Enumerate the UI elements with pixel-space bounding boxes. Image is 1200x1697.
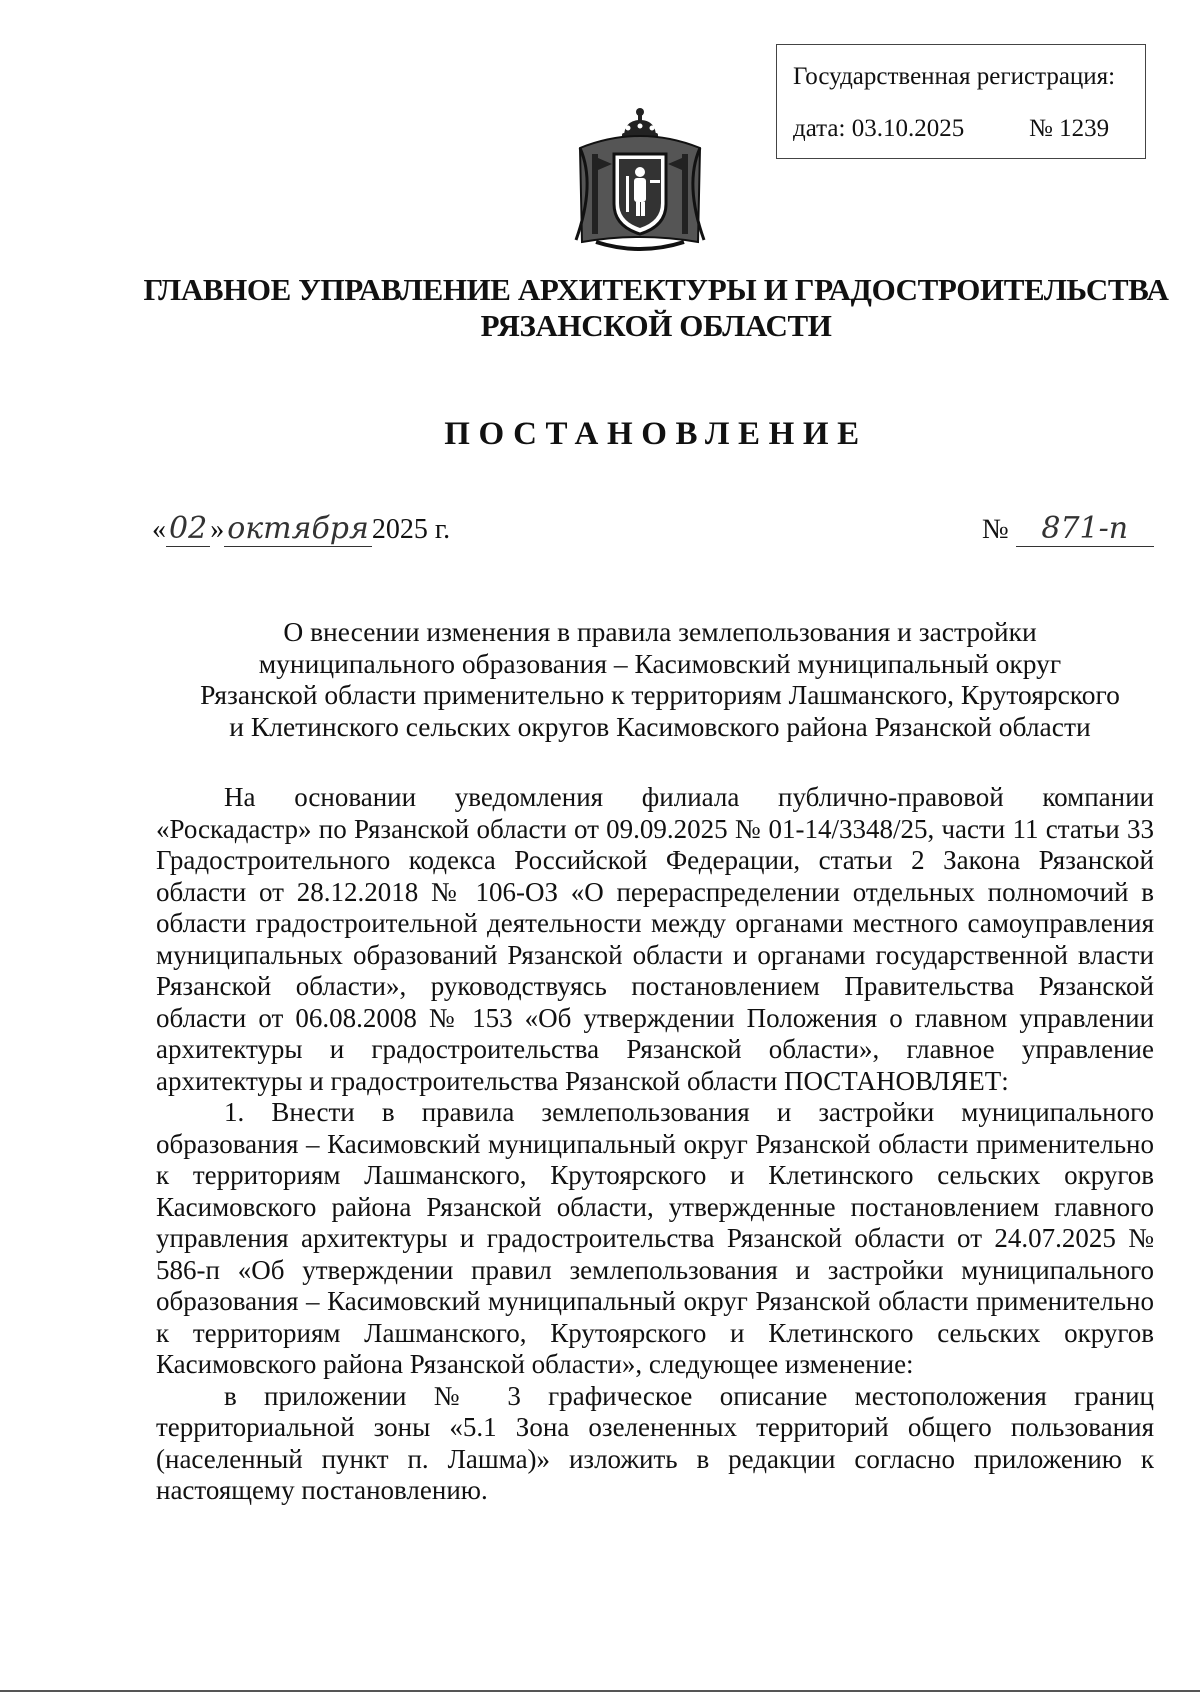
registration-title: Государственная регистрация: <box>793 63 1116 90</box>
registration-stamp <box>776 44 1146 159</box>
document-number <box>982 512 1154 547</box>
document-number-handwritten: 871-п <box>1016 512 1154 547</box>
document-type-heading: ПОСТАНОВЛЕНИЕ <box>444 416 868 452</box>
document-date <box>152 512 450 547</box>
date-open-quote: « <box>152 514 166 545</box>
subject-line: О внесении изменения в правила землепользования и застройки <box>283 616 1037 647</box>
date-month-handwritten: октября <box>224 512 372 547</box>
subject-line: муниципального образования – Касимовский муниципальный округ <box>258 647 1062 679</box>
document-body <box>156 782 1154 1507</box>
page-bottom-edge <box>0 1690 1200 1692</box>
registration-number: № 1239 <box>1029 115 1110 142</box>
date-year: 2025 г. <box>371 514 451 545</box>
item-1-paragraph: 1. Внести в правила землепользования и застройки муниципального образования – Касимовский муниципальный округ Рязанской области применительно к территориям Лашманского, Крутоярского и Клетинского сельских округов Касимовского района Рязанской области, утвержденные постановлением главного управления архитектуры и градостроительства Рязанской области от 24.07.2025 № 586-п «Об утверждении правил землепользования и застройки муниципального образования – Касимовский муниципальный округ Рязанской области применительно к территориям Лашманского, Крутоярского и Клетинского сельских округов Касимовского района Рязанской области», следующее изменение: <box>156 1097 1154 1379</box>
document-subject <box>160 616 1160 742</box>
date-day-handwritten: 02 <box>166 512 210 547</box>
organization-title-line1: ГЛАВНОЕ УПРАВЛЕНИЕ АРХИТЕКТУРЫ И ГРАДОСТРОИТЕЛЬСТВА <box>143 272 1169 307</box>
date-close-quote: » <box>210 514 225 545</box>
subject-line: и Клетинского сельских округов Касимовского района Рязанской области <box>229 710 1091 742</box>
item-1-detail-paragraph: в приложении № 3 графическое описание местоположения границ территориальной зоны «5.1 Зона озелененных территорий общего пользования (населенный пункт п. Лашма)» изложить в редакции согласно приложению к настоящему постановлению. <box>156 1380 1154 1505</box>
coat-of-arms-icon <box>566 104 714 256</box>
document-number-label: № <box>982 514 1009 545</box>
organization-title-line2: РЯЗАНСКОЙ ОБЛАСТИ <box>480 308 832 343</box>
organization-title <box>0 272 1200 344</box>
preamble-paragraph: На основании уведомления филиала публично-правовой компании «Роскадастр» по Рязанской области от 09.09.2025 № 01-14/3348/25, части 11 статьи 33 Градостроительного кодекса Российской Федерации, статьи 2 Закона Рязанской области от 28.12.2018 № 106-ОЗ «О перераспределении отдельных полномочий в области градостроительной деятельности между органами местного самоуправления муниципальных образований Рязанской области и органами государственной власти Рязанской области», руководствуясь постановлением Правительства Рязанской области от 06.08.2008 № 153 «Об утверждении Положения о главном управлении архитектуры и градостроительства Рязанской области», главное управление архитектуры и градостроительства Рязанской области ПОСТАНОВЛЯЕТ: <box>156 782 1154 1096</box>
subject-line: Рязанской области применительно к территориям Лашманского, Крутоярского <box>200 679 1120 710</box>
registration-date: дата: 03.10.2025 <box>793 115 965 142</box>
